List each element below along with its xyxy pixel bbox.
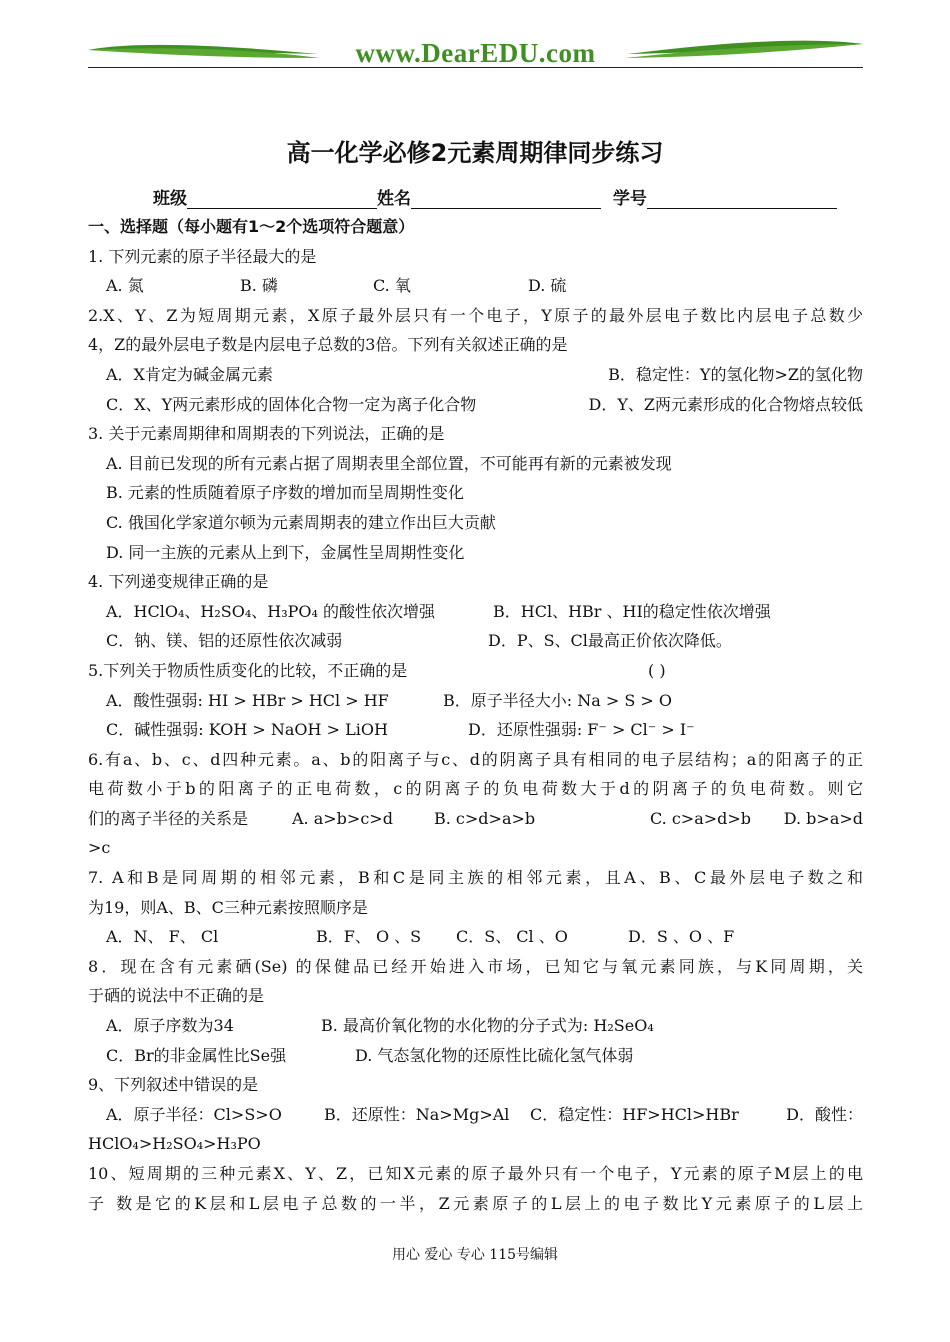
q9-option-c: C．稳定性：HF>HCl>HBr: [530, 1104, 739, 1124]
q5-options-ab: [88, 686, 863, 716]
q6-option-d-cont: >c: [88, 838, 111, 858]
q4-option-a: A．HClO₄、H₂SO₄、H₃PO₄ 的酸性依次增强: [106, 601, 436, 621]
q2-stem-line2: 4，Z的最外层电子数是内层电子总数的3倍。下列有关叙述正确的是: [88, 335, 568, 355]
q9-options: [88, 1100, 863, 1130]
q8-option-d: D. 气态氢化物的还原性比硫化氢气体弱: [355, 1045, 634, 1065]
q6-line2: 电荷数小于b的阳离子的正电荷数，c的阴离子的负电荷数大于d的阴离子的负电荷数。则它: [88, 779, 863, 799]
page-title: 高一化学必修2元素周期律同步练习: [286, 139, 664, 167]
header-rule: [88, 67, 863, 68]
name-label: 姓名: [377, 189, 411, 209]
q5-options-cd: [88, 715, 863, 745]
q8-stem-line2: 于硒的说法中不正确的是: [88, 986, 265, 1006]
q5-option-b: B．原子半径大小: Na > S > O: [443, 690, 673, 710]
number-blank: [647, 191, 837, 209]
number-label: 学号: [612, 189, 647, 209]
q3-stem: 3. 关于元素周期律和周期表的下列说法，正确的是: [88, 424, 445, 444]
page-footer: 用心 爱心 专心 115号编辑: [391, 1247, 559, 1263]
q4-stem: 4. 下列递变规律正确的是: [88, 572, 269, 592]
q2-option-a: A．X肯定为碱金属元素: [106, 364, 273, 384]
q1-option-b: B. 磷: [240, 276, 278, 296]
q5-stem-row: [88, 656, 863, 686]
q8-options-cd: [88, 1041, 863, 1071]
section-heading: 一、选择题（每小题有1～2个选项符合题意）: [88, 217, 415, 236]
name-blank: [411, 191, 601, 209]
q9-option-d-cont: HClO₄>H₂SO₄>H₃PO: [88, 1134, 261, 1154]
q6-line1: 6.有a、b、c、d四种元素。a、b的阳离子与c、d的阴离子具有相同的电子层结构；a的阳离子的正: [88, 749, 863, 769]
q5-option-d: D．还原性强弱: F⁻ > Cl⁻ > I⁻: [468, 720, 695, 740]
q1-stem: 1. 下列元素的原子半径最大的是: [88, 246, 317, 266]
q1-options: [88, 271, 863, 301]
site-url: www.DearEDU.com: [355, 38, 596, 68]
q3-option-a: A. 目前已发现的所有元素占据了周期表里全部位置，不可能再有新的元素被发现: [106, 453, 672, 473]
q6-option-d: D. b>a>d: [783, 808, 863, 828]
q6-stem-end: 们的离子半径的关系是: [88, 808, 249, 828]
q5-option-a: A．酸性强弱: HI > HBr > HCl > HF: [106, 690, 389, 710]
q5-option-c: C．碱性强弱: KOH > NaOH > LiOH: [106, 720, 388, 740]
q4-option-c: C．钠、镁、铝的还原性依次减弱: [106, 631, 343, 651]
q9-option-b: B．还原性：Na>Mg>Al: [324, 1104, 510, 1124]
q9-option-d: D．酸性：: [786, 1104, 863, 1124]
q8-options-ab: [88, 1011, 863, 1041]
class-blank: [187, 191, 377, 209]
q6-option-a: A. a>b>c>d: [292, 808, 393, 828]
q7-option-b: B．F、 O 、S: [316, 927, 422, 947]
q4-options-ab: [88, 597, 863, 627]
q7-stem-line2: 为19，则A、B、C三种元素按照顺序是: [88, 897, 368, 917]
q1-option-d: D. 硫: [528, 276, 567, 296]
q7-options: [88, 922, 863, 952]
q2-stem-line1: 2.X、Y、Z为短周期元素，X原子最外层只有一个电子，Y原子的最外层电子数比内层电子总数少: [88, 305, 863, 325]
q4-options-cd: [88, 626, 863, 656]
q5-stem: 5.下列关于物质性质变化的比较，不正确的是: [88, 660, 408, 680]
q6-option-c: C. c>a>d>b: [650, 808, 752, 828]
q7-option-c: C．S、 Cl 、O: [456, 927, 568, 947]
q2-option-d: D．Y、Z两元素形成的化合物熔点较低: [588, 394, 863, 414]
q6-option-b: B. c>d>a>b: [434, 808, 536, 828]
q8-stem-line1: 8．现在含有元素硒(Se) 的保健品已经开始进入市场，已知它与氧元素同族，与K同周期，关: [88, 956, 863, 976]
q1-option-c: C. 氧: [373, 276, 411, 296]
q2-option-b: B．稳定性：Y的氢化物>Z的氢化物: [608, 364, 863, 384]
q2-option-c: C．X、Y两元素形成的固体化合物一定为离子化合物: [106, 394, 477, 414]
q3-option-d: D. 同一主族的元素从上到下，金属性呈周期性变化: [106, 542, 465, 562]
question-list: [88, 212, 863, 1218]
q10-line2: 子 数是它的K层和L层电子总数的一半，Z元素原子的L层上的电子数比Y元素原子的L层上: [88, 1193, 863, 1213]
q7-option-a: A．N、 F、 Cl: [106, 927, 219, 947]
q7-option-d: D．S 、O 、F: [628, 927, 735, 947]
q4-option-b: B．HCl、HBr 、HI的稳定性依次增强: [493, 601, 771, 621]
q6-line3: [88, 804, 863, 834]
q3-option-b: B. 元素的性质随着原子序数的增加而呈周期性变化: [106, 483, 464, 503]
q8-option-a: A．原子序数为34: [106, 1016, 234, 1036]
q4-option-d: D．P、S、Cl最高正价依次降低。: [488, 631, 732, 651]
q9-stem: 9、下列叙述中错误的是: [88, 1075, 259, 1095]
q2-options-ab: [88, 360, 863, 390]
q3-option-c: C. 俄国化学家道尔顿为元素周期表的建立作出巨大贡献: [106, 512, 496, 532]
class-label: 班级: [153, 189, 187, 209]
student-info: [153, 184, 837, 209]
q5-answer-paren: ( ): [648, 660, 666, 680]
q1-option-a: A. 氮: [106, 276, 144, 296]
q10-line1: 10、短周期的三种元素X、Y、Z，已知X元素的原子最外只有一个电子，Y元素的原子M层上的电: [88, 1164, 863, 1183]
q9-option-a: A．原子半径：Cl>S>O: [106, 1104, 282, 1124]
q2-options-cd: [88, 390, 863, 420]
site-header: [88, 30, 863, 76]
q7-stem-line1: 7. A和B是同周期的相邻元素，B和C是同主族的相邻元素，且A、B、C最外层电子数之和: [88, 868, 863, 888]
q8-option-c: C．Br的非金属性比Se强: [106, 1045, 287, 1065]
q8-option-b: B. 最高价氧化物的水化物的分子式为: H₂SeO₄: [321, 1016, 654, 1036]
